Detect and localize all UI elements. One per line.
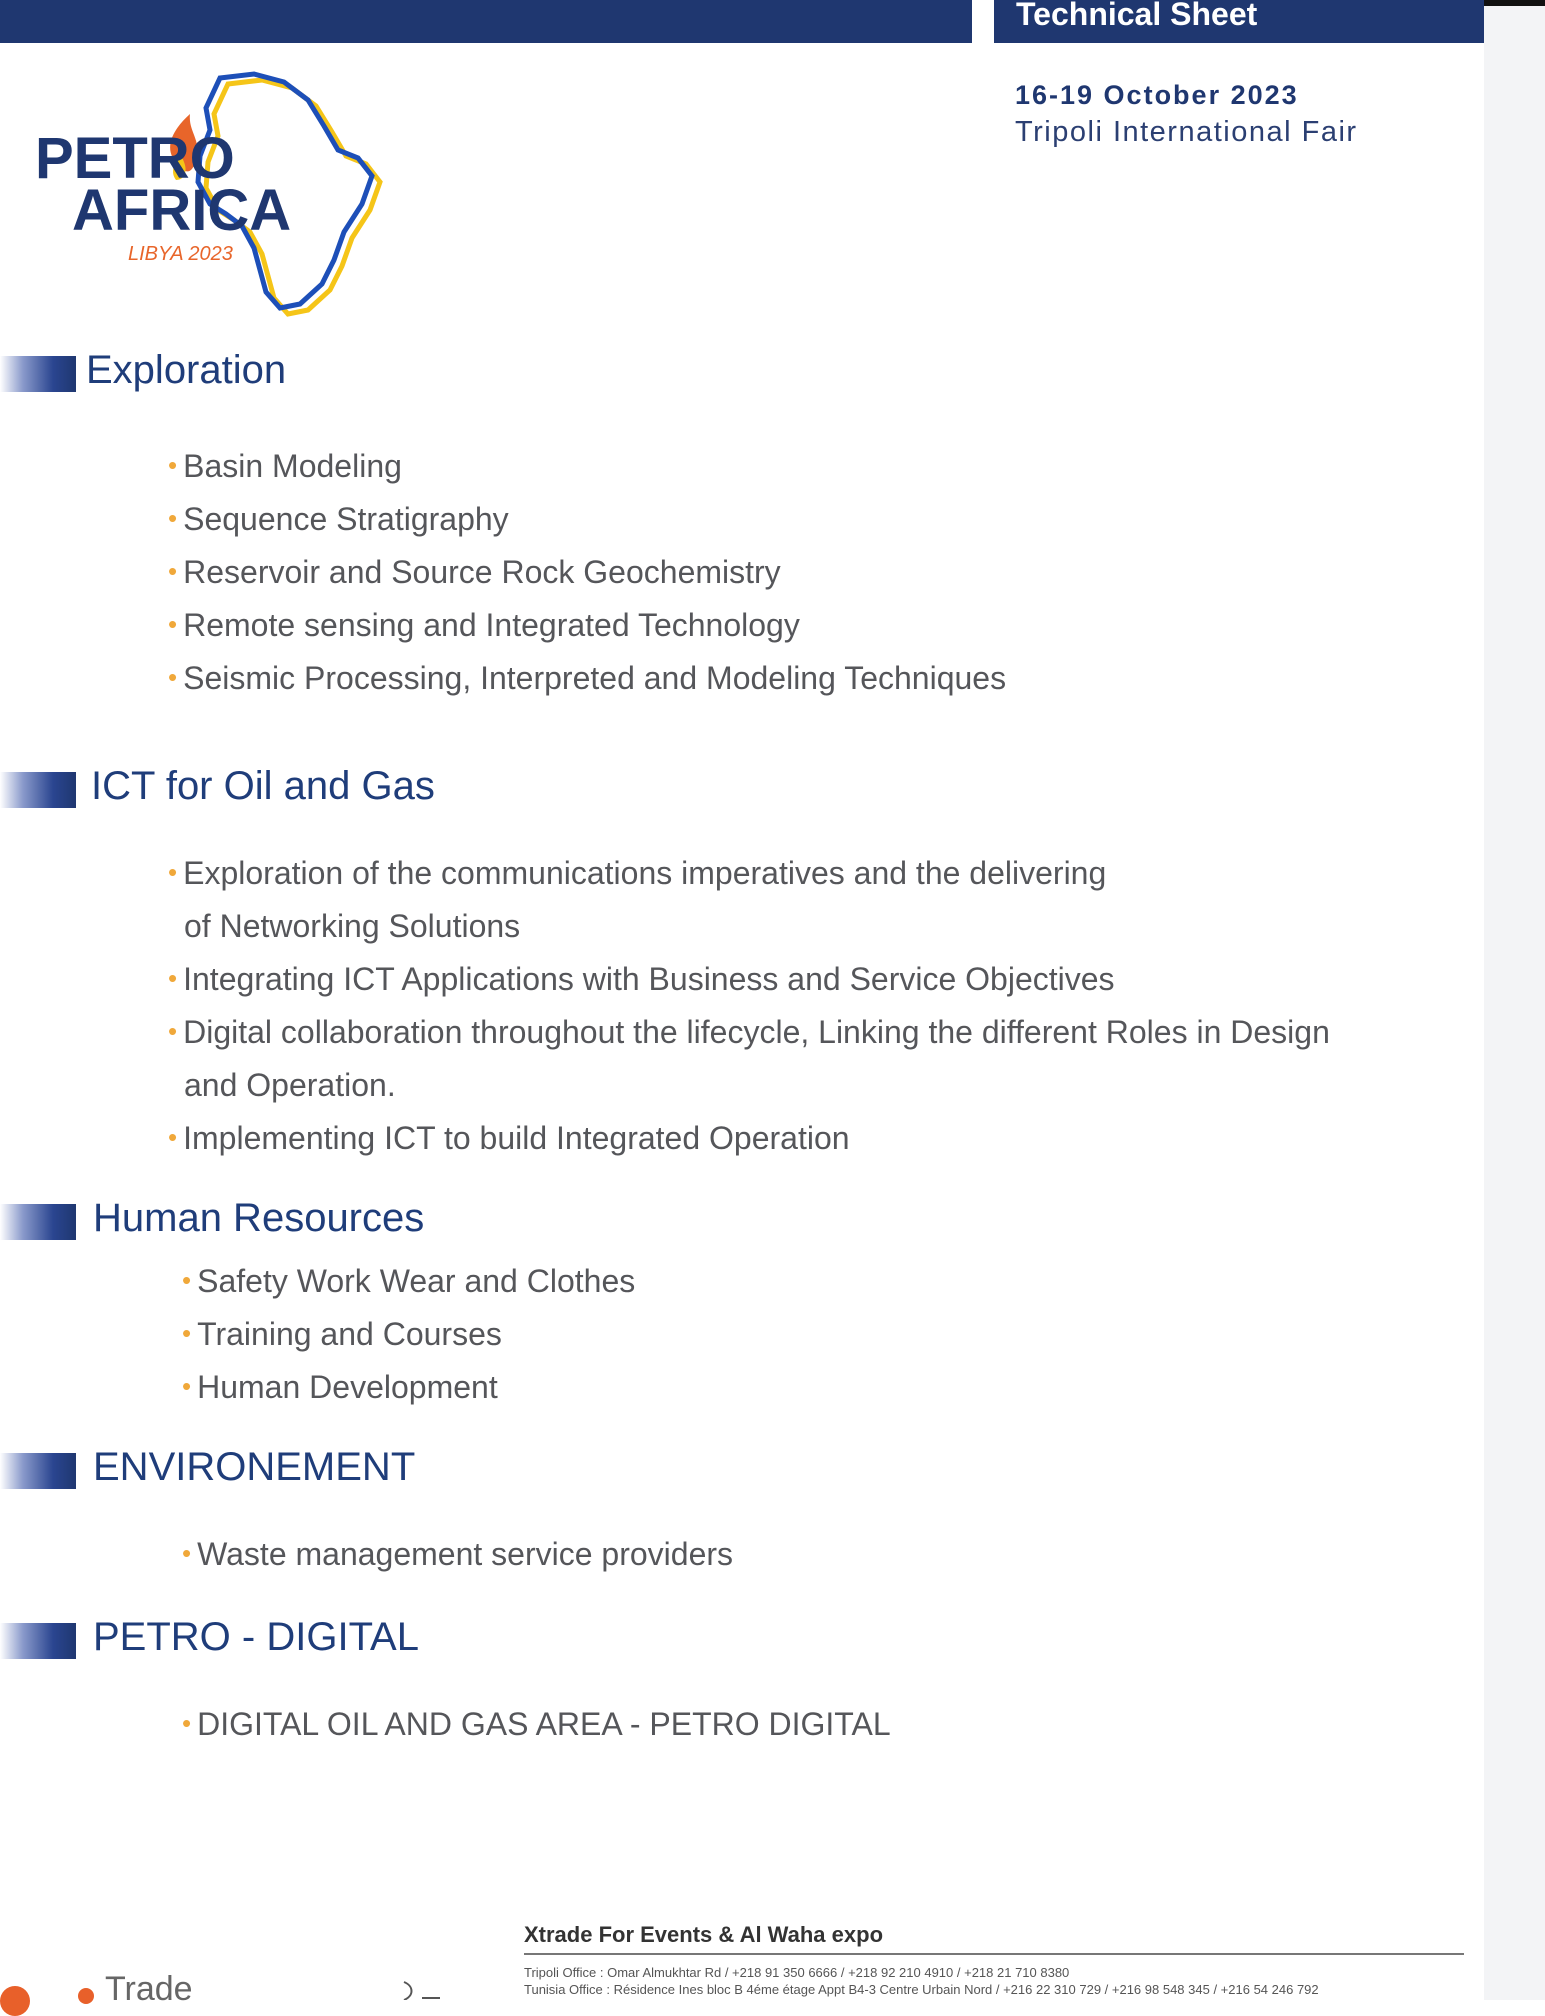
bullet-icon: • [168,609,178,639]
section-marker [0,1623,76,1659]
list-item: • Training and Courses [182,1316,502,1352]
list-item: • Sequence Stratigraphy [168,501,509,537]
list-item: • DIGITAL OIL AND GAS AREA - PETRO DIGITAL [182,1706,891,1742]
bullet-icon: • [182,1708,192,1738]
list-item: • Implementing ICT to build Integrated Operation [168,1120,850,1156]
bullet-icon: • [168,1122,178,1152]
list-item: • Seismic Processing, Interpreted and Modeling Techniques [168,660,1007,696]
trade-brand-text: Trade [105,1970,193,2008]
logo-subtitle: LIBYA 2023 [128,243,233,265]
logo-line1: PETRO [35,126,235,191]
section-title-human-resources: Human Resources [93,1196,425,1240]
list-item: • Safety Work Wear and Clothes [182,1263,636,1299]
bullet-icon: • [168,963,178,993]
list-item: • Integrating ICT Applications with Business and Service Objectives [168,961,1115,997]
section-title-exploration: Exploration [86,348,287,392]
trade-logo-dot-icon [78,1988,94,2004]
trade-logo-mark-icon [0,1986,30,2016]
list-item-continuation: of Networking Solutions [184,908,521,944]
bullet-icon: • [168,503,178,533]
header-title-bar [994,0,1484,43]
partner-logo-icon [400,1980,460,2000]
footer-company: Xtrade For Events & Al Waha expo [524,1922,884,1947]
event-date: 16-19 October 2023 [1015,80,1299,110]
list-item: • Remote sensing and Integrated Technology [168,607,800,643]
petro-africa-logo [30,70,410,320]
bullet-icon: • [168,662,178,692]
list-item: • Waste management service providers [182,1536,734,1572]
bullet-icon: • [168,556,178,586]
list-item: • Reservoir and Source Rock Geochemistry [168,554,781,590]
section-title-petro-digital: PETRO - DIGITAL [93,1615,419,1659]
list-item: • Basin Modeling [168,448,402,484]
footer-tripoli-office: Tripoli Office : Omar Almukhtar Rd / +218 91 350 6666 / +218 92 210 4910 / +218 21 710 8380 [524,1965,1070,1980]
bullet-icon: • [168,450,178,480]
bullet-icon: • [182,1318,192,1348]
section-title-ict: ICT for Oil and Gas [91,764,435,808]
header-bar [0,0,972,43]
page-edge [1484,0,1545,2000]
event-venue: Tripoli International Fair [1015,116,1358,148]
bullet-icon: • [182,1265,192,1295]
bullet-icon: • [182,1371,192,1401]
list-item: • Human Development [182,1369,498,1405]
logo-line2: AFRICA [72,178,292,243]
section-marker [0,772,76,808]
list-item-continuation: and Operation. [184,1067,396,1103]
header-corner [1484,0,1545,6]
bullet-icon: • [168,1016,178,1046]
section-marker [0,356,76,392]
sheet-title: Technical Sheet [1016,0,1258,32]
section-marker [0,1204,76,1240]
list-item: • Exploration of the communications imperatives and the delivering [168,855,1107,891]
list-item: • Digital collaboration throughout the lifecycle, Linking the different Roles in Design [168,1014,1330,1050]
footer-tunisia-office: Tunisia Office : Résidence Ines bloc B 4éme étage Appt B4-3 Centre Urbain Nord / +216 22 310 729 / +216 98 548 345 / +216 54 246 792 [524,1982,1319,1997]
section-marker [0,1453,76,1489]
footer-divider [524,1953,1464,1955]
bullet-icon: • [182,1538,192,1568]
bullet-icon: • [168,857,178,887]
section-title-environement: ENVIRONEMENT [93,1445,416,1489]
